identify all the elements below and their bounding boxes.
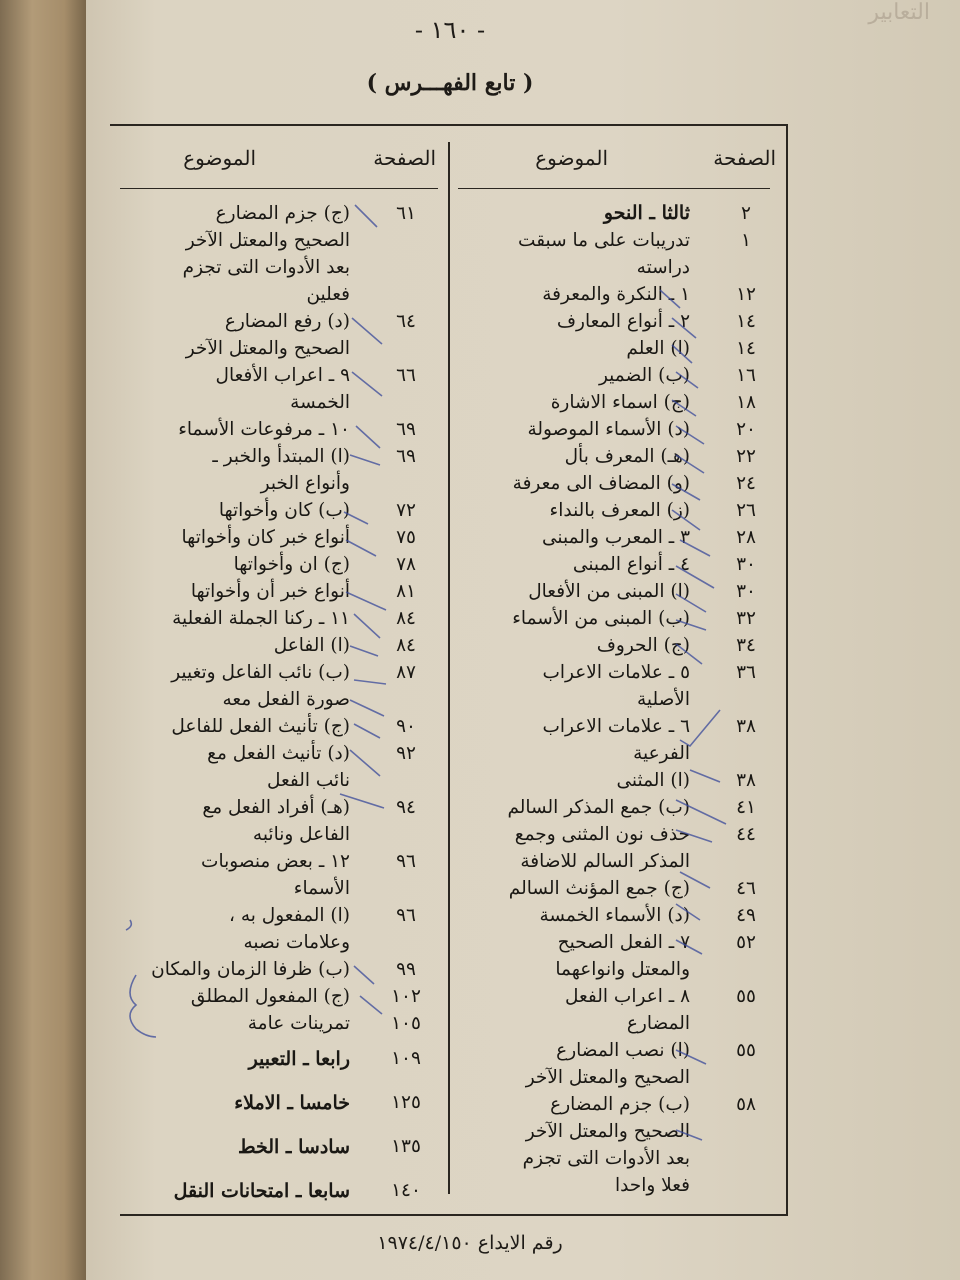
entry-page-number: ١٨ — [736, 392, 756, 413]
index-entry — [450, 389, 786, 416]
entry-page-number: ١٦ — [736, 365, 756, 386]
page-column-header: الصفحة — [713, 146, 776, 170]
entry-page-number: ٧٨ — [396, 554, 416, 575]
entry-topic: (ا) العلم — [626, 338, 690, 359]
index-entry — [450, 659, 786, 686]
index-entry — [450, 1064, 786, 1091]
entry-page-number: ٦٩ — [396, 446, 416, 467]
entry-topic: الأصلية — [636, 689, 690, 710]
entry-topic: دراسته — [636, 257, 690, 278]
entry-topic: الصحيح والمعتل الآخر — [525, 1121, 690, 1142]
entry-topic: (د) رفع المضارع — [224, 311, 350, 332]
entry-topic: تدريبات على ما سبقت — [518, 230, 690, 251]
entry-topic: ٤ ـ أنواع المبنى — [572, 554, 690, 575]
entry-topic: والمعتل وانواعهما — [555, 959, 690, 980]
entry-topic: الخمسة — [290, 392, 350, 413]
right-index-column — [450, 126, 786, 1216]
entry-page-number: ٥٥ — [736, 986, 756, 1007]
entry-page-number: ٨٤ — [396, 608, 416, 629]
entry-topic: (د) تأنيث الفعل مع — [207, 743, 350, 764]
entry-page-number: ٤٩ — [736, 905, 756, 926]
entry-topic: (ب) نائب الفاعل وتغيير — [171, 662, 350, 683]
index-entry — [110, 659, 446, 686]
entry-page-number: ٥٢ — [736, 932, 756, 953]
index-entry — [110, 227, 446, 254]
entry-topic: ١١ ـ ركنا الجملة الفعلية — [172, 608, 350, 629]
entry-page-number: ٢ — [741, 203, 751, 224]
entry-topic: تمرينات عامة — [247, 1013, 350, 1034]
index-entry — [110, 1010, 446, 1037]
entry-page-number: ١٢ — [736, 284, 756, 305]
entry-topic: (ا) المثنى — [616, 770, 690, 791]
index-entry — [450, 281, 786, 308]
index-entry — [110, 389, 446, 416]
entry-topic: (ج) اسماء الاشارة — [550, 392, 690, 413]
entry-page-number: ١٤٠ — [391, 1180, 421, 1201]
index-entry — [110, 335, 446, 362]
index-entry — [110, 794, 446, 821]
index-entry — [450, 497, 786, 524]
page-number: - ١٦٠ - — [414, 16, 486, 44]
entry-page-number: ٤٦ — [736, 878, 756, 899]
index-entry — [450, 848, 786, 875]
entry-topic: المضارع — [626, 1013, 690, 1034]
index-entry — [450, 335, 786, 362]
index-entry — [110, 578, 446, 605]
entry-topic: وعلامات نصبه — [243, 932, 350, 953]
index-entry — [450, 1010, 786, 1037]
entry-page-number: ٢٦ — [736, 500, 756, 521]
index-entry — [450, 740, 786, 767]
entry-topic: (ب) جمع المذكر السالم — [507, 797, 690, 818]
entry-topic: المذكر السالم للاضافة — [520, 851, 690, 872]
topic-column-header: الموضوع — [535, 146, 608, 170]
index-entry — [110, 443, 446, 470]
entry-page-number: ١ — [741, 230, 751, 251]
entry-page-number: ١٤ — [736, 338, 756, 359]
index-entry — [110, 821, 446, 848]
entry-topic: (هـ) أفراد الفعل مع — [202, 797, 350, 818]
book-spine — [0, 0, 92, 1280]
entry-topic: وأنواع الخبر — [260, 473, 350, 494]
index-entry — [450, 416, 786, 443]
entry-topic: (ج) جمع المؤنث السالم — [508, 878, 690, 899]
page-column-header: الصفحة — [373, 146, 436, 170]
entry-topic: ٣ ـ المعرب والمبنى — [541, 527, 690, 548]
entry-page-number: ١٠٢ — [391, 986, 421, 1007]
entry-page-number: ١٤ — [736, 311, 756, 332]
entry-page-number: ٨١ — [396, 581, 416, 602]
entry-topic: الصحيح والمعتل الآخر — [525, 1067, 690, 1088]
index-entry — [450, 1037, 786, 1064]
index-entry — [450, 632, 786, 659]
entry-topic: (ب) الضمير — [598, 365, 690, 386]
entry-page-number: ٦٩ — [396, 419, 416, 440]
entry-page-number: ٢٨ — [736, 527, 756, 548]
entry-topic: (ج) ان وأخواتها — [233, 554, 350, 575]
index-entry — [110, 551, 446, 578]
entry-topic: ٨ ـ اعراب الفعل — [564, 986, 690, 1007]
entry-page-number: ٥٨ — [736, 1094, 756, 1115]
entry-page-number: ٧٢ — [396, 500, 416, 521]
left-entries — [110, 200, 446, 1213]
right-entries — [450, 200, 786, 1199]
entry-page-number: ٤١ — [736, 797, 756, 818]
index-entry — [110, 875, 446, 902]
entry-topic: ٧ ـ الفعل الصحيح — [557, 932, 690, 953]
deposit-number: رقم الايداع ١٩٧٤/٤/١٥٠ — [377, 1232, 563, 1254]
entry-topic: ١٠ ـ مرفوعات الأسماء — [178, 419, 350, 440]
entry-page-number: ١٠٥ — [391, 1013, 421, 1034]
entry-topic: الفاعل ونائبه — [252, 824, 350, 845]
index-entry — [110, 281, 446, 308]
entry-topic: (ا) نصب المضارع — [556, 1040, 690, 1061]
index-entry — [450, 524, 786, 551]
entry-topic: (ج) تأنيث الفعل للفاعل — [171, 716, 350, 737]
entry-topic: (ب) جزم المضارع — [550, 1094, 690, 1115]
entry-topic: فعلين — [306, 284, 350, 305]
index-entry — [450, 227, 786, 254]
index-entry — [450, 767, 786, 794]
index-entry — [450, 605, 786, 632]
entry-topic: ٢ ـ أنواع المعارف — [556, 311, 690, 332]
entry-page-number: ٦٦ — [396, 365, 416, 386]
index-entry — [450, 578, 786, 605]
index-entry — [110, 200, 446, 227]
entry-topic: سابعا ـ امتحانات النقل — [173, 1180, 350, 1202]
entry-topic: (ز) المعرف بالنداء — [549, 500, 690, 521]
entry-topic: (ج) المفعول المطلق — [190, 986, 350, 1007]
entry-topic: أنواع خبر كان وأخواتها — [181, 527, 350, 548]
entry-page-number: ٣٤ — [736, 635, 756, 656]
entry-topic: (ا) الفاعل — [273, 635, 350, 656]
index-entry — [110, 1081, 446, 1125]
index-entry — [110, 1125, 446, 1169]
index-entry — [110, 497, 446, 524]
index-entry — [450, 983, 786, 1010]
entry-topic: (ا) المفعول به ، — [228, 905, 350, 926]
index-table — [110, 124, 788, 1216]
index-entry — [450, 1145, 786, 1172]
index-entry — [450, 443, 786, 470]
index-entry — [110, 1169, 446, 1213]
entry-topic: (و) المضاف الى معرفة — [512, 473, 690, 494]
index-entry — [450, 254, 786, 281]
index-entry — [110, 416, 446, 443]
entry-topic: الفرعية — [633, 743, 690, 764]
entry-page-number: ٦١ — [396, 203, 416, 224]
index-entry — [110, 605, 446, 632]
index-entry — [110, 632, 446, 659]
entry-topic: (ج) الحروف — [596, 635, 690, 656]
entry-topic: (د) الأسماء الخمسة — [539, 905, 690, 926]
index-entry — [110, 929, 446, 956]
entry-page-number: ٣٨ — [736, 716, 756, 737]
entry-topic: (د) الأسماء الموصولة — [527, 419, 690, 440]
topic-column-header: الموضوع — [183, 146, 256, 170]
index-entry — [450, 929, 786, 956]
entry-topic: (ا) المبتدأ والخبر ـ — [212, 446, 350, 467]
entry-topic: بعد الأدوات التى تجزم — [522, 1148, 690, 1169]
index-entry — [450, 794, 786, 821]
entry-topic: صورة الفعل معه — [222, 689, 350, 710]
entry-page-number: ٤٤ — [736, 824, 756, 845]
entry-page-number: ٦٤ — [396, 311, 416, 332]
entry-topic: ٦ ـ علامات الاعراب — [542, 716, 690, 737]
index-entry — [450, 470, 786, 497]
entry-topic: ١٢ ـ بعض منصوبات — [201, 851, 350, 872]
entry-topic: ١ ـ النكرة والمعرفة — [542, 284, 690, 305]
entry-topic: الأسماء — [293, 878, 350, 899]
page-title: ( تابع الفهـــرس ) — [366, 70, 534, 96]
index-entry — [110, 686, 446, 713]
entry-topic: ثالثا ـ النحو — [603, 202, 690, 224]
entry-page-number: ٥٥ — [736, 1040, 756, 1061]
index-entry — [110, 713, 446, 740]
entry-page-number: ١٠٩ — [391, 1048, 421, 1069]
entry-page-number: ٣٢ — [736, 608, 756, 629]
entry-page-number: ٩٢ — [396, 743, 416, 764]
entry-topic: (ب) المبنى من الأسماء — [512, 608, 690, 629]
index-entry — [450, 1091, 786, 1118]
index-entry — [450, 713, 786, 740]
entry-topic: ٥ ـ علامات الاعراب — [542, 662, 690, 683]
entry-page-number: ٣٠ — [736, 581, 756, 602]
index-entry — [450, 1172, 786, 1199]
index-entry — [110, 308, 446, 335]
index-entry — [450, 362, 786, 389]
entry-page-number: ٨٧ — [396, 662, 416, 683]
index-entry — [110, 362, 446, 389]
entry-topic: أنواع خبر أن وأخواتها — [190, 581, 350, 602]
index-entry — [110, 524, 446, 551]
entry-page-number: ٣٦ — [736, 662, 756, 683]
left-index-column — [110, 126, 446, 1216]
entry-topic: ٩ ـ اعراب الأفعال — [215, 365, 350, 386]
bleed-through-text: التعابير — [868, 0, 930, 25]
entry-topic: خامسا ـ الاملاء — [234, 1092, 350, 1114]
entry-topic: بعد الأدوات التى تجزم — [182, 257, 350, 278]
index-entry — [450, 956, 786, 983]
index-entry — [450, 200, 786, 227]
entry-page-number: ٣٠ — [736, 554, 756, 575]
entry-topic: (ب) ظرفا الزمان والمكان — [151, 959, 350, 980]
index-entry — [450, 551, 786, 578]
entry-page-number: ٩٠ — [396, 716, 416, 737]
index-entry — [110, 983, 446, 1010]
entry-topic: الصحيح والمعتل الآخر — [185, 338, 350, 359]
index-entry — [110, 740, 446, 767]
entry-topic: (هـ) المعرف بأل — [564, 446, 690, 467]
entry-topic: الصحيح والمعتل الآخر — [185, 230, 350, 251]
entry-topic: فعلا واحدا — [614, 1175, 690, 1196]
entry-page-number: ٣٨ — [736, 770, 756, 791]
entry-page-number: ٩٩ — [396, 959, 416, 980]
index-entry — [450, 875, 786, 902]
entry-topic: (ا) المبنى من الأفعال — [528, 581, 690, 602]
entry-topic: نائب الفعل — [266, 770, 350, 791]
index-entry — [110, 470, 446, 497]
index-entry — [110, 254, 446, 281]
index-entry — [450, 308, 786, 335]
entry-page-number: ٩٦ — [396, 905, 416, 926]
entry-page-number: ٢٤ — [736, 473, 756, 494]
index-entry — [450, 821, 786, 848]
entry-page-number: ٩٤ — [396, 797, 416, 818]
index-entry — [110, 1037, 446, 1081]
index-entry — [450, 686, 786, 713]
entry-topic: (ج) جزم المضارع — [215, 203, 350, 224]
entry-page-number: ٢٠ — [736, 419, 756, 440]
entry-topic: (ب) كان وأخواتها — [218, 500, 350, 521]
entry-page-number: ٨٤ — [396, 635, 416, 656]
entry-topic: سادسا ـ الخط — [237, 1136, 350, 1158]
entry-topic: رابعا ـ التعبير — [248, 1048, 350, 1070]
index-entry — [110, 767, 446, 794]
entry-page-number: ٢٢ — [736, 446, 756, 467]
entry-topic: حذف نون المثنى وجمع — [514, 824, 690, 845]
entry-page-number: ٩٦ — [396, 851, 416, 872]
index-entry — [110, 848, 446, 875]
entry-page-number: ٧٥ — [396, 527, 416, 548]
index-entry — [110, 902, 446, 929]
index-entry — [450, 902, 786, 929]
entry-page-number: ١٢٥ — [391, 1092, 421, 1113]
index-entry — [110, 956, 446, 983]
entry-page-number: ١٣٥ — [391, 1136, 421, 1157]
index-entry — [450, 1118, 786, 1145]
